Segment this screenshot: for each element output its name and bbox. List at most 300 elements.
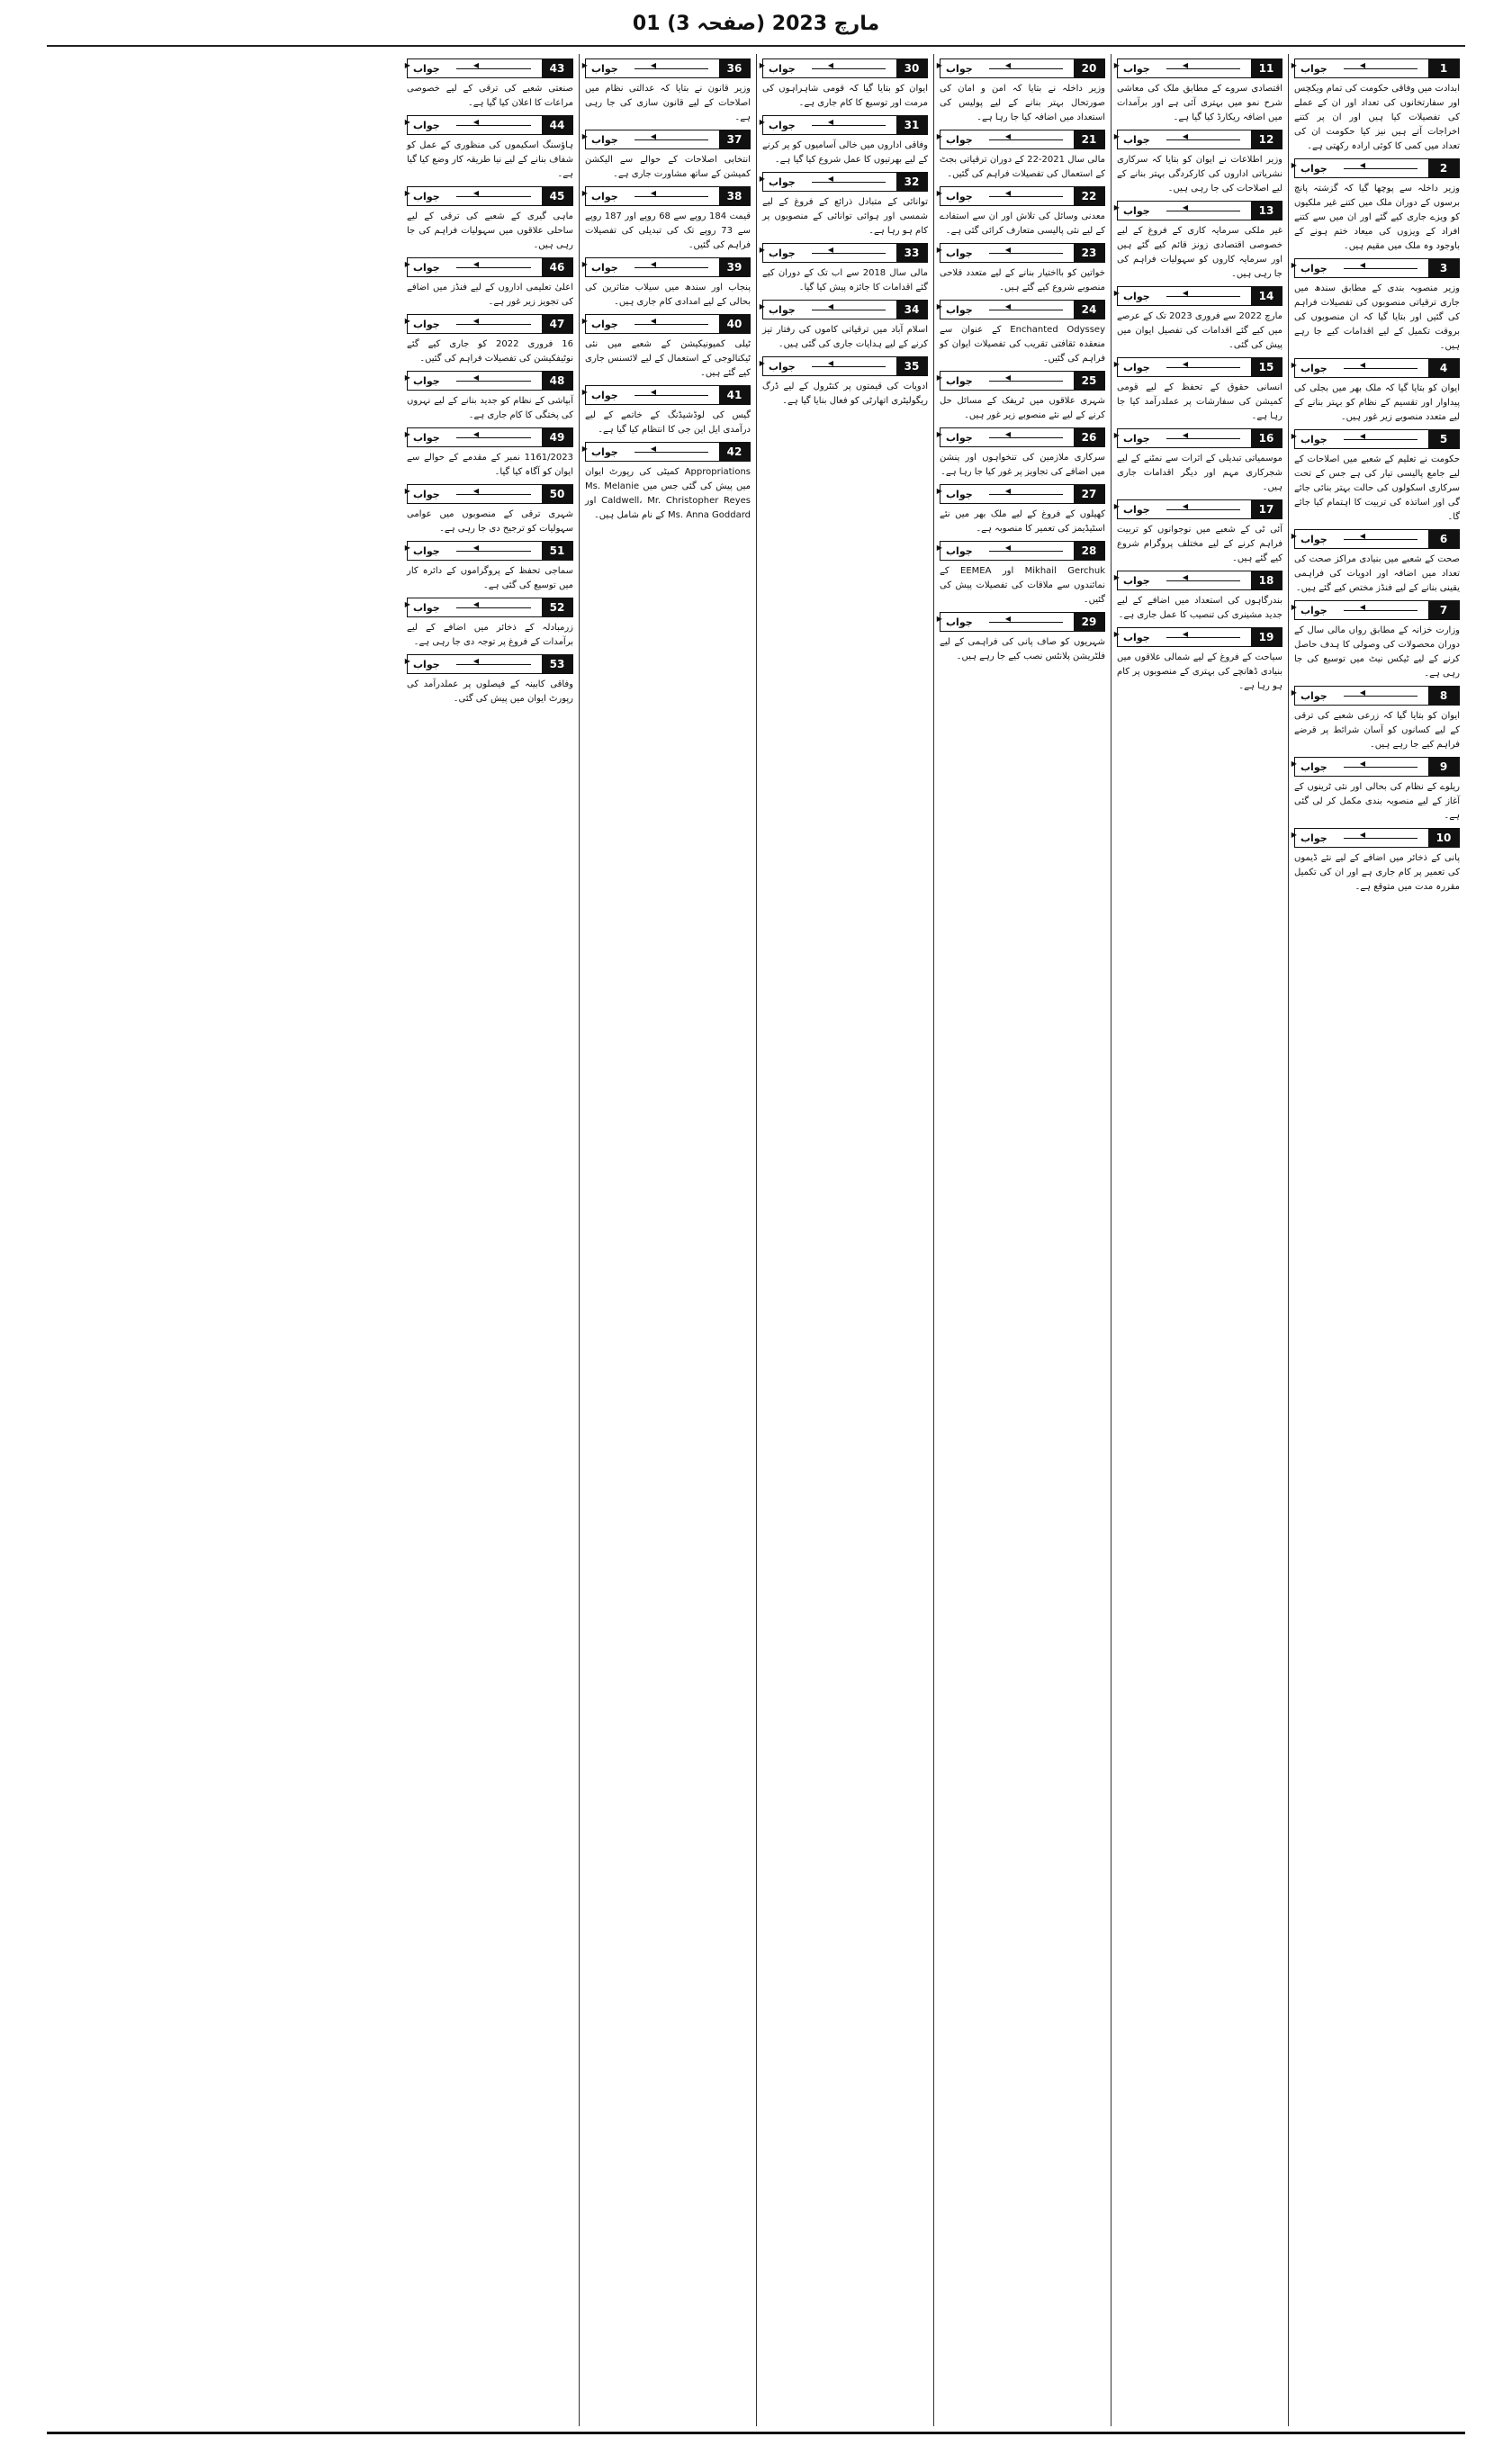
paragraph: سیاحت کے فروغ کے لیے شمالی علاقوں میں بنیادی ڈھانچے کی بہتری کے منصوبوں پر کام ہو رہا ہے۔ <box>1117 652 1282 691</box>
question-number: 31 <box>896 116 927 134</box>
answer-label: جواب <box>413 318 440 330</box>
double-arrow-icon <box>1156 429 1251 447</box>
question-header <box>940 484 1105 504</box>
question-header <box>940 243 1105 263</box>
question-header <box>762 243 928 263</box>
question-header <box>1294 686 1460 706</box>
question-text <box>585 82 751 125</box>
paragraph: وفاقی کابینہ کے فیصلوں پر عملدرآمد کی رپورٹ ایوان میں پیش کی گئی۔ <box>407 679 573 704</box>
question-header <box>407 58 573 78</box>
double-arrow-icon <box>1156 202 1251 220</box>
paragraph: انتخابی اصلاحات کے حوالے سے الیکشن کمیشن کے ساتھ مشاورت جاری ہے۔ <box>585 155 751 179</box>
text-column <box>579 54 756 2426</box>
question-text <box>1294 709 1460 752</box>
question-header <box>1294 258 1460 278</box>
answer-label: جواب <box>946 616 973 628</box>
question-text <box>940 153 1105 182</box>
question-number: 8 <box>1428 687 1459 705</box>
question-number: 2 <box>1428 159 1459 177</box>
double-arrow-icon <box>801 244 896 262</box>
paragraph: کھیلوں کے فروغ کے لیے ملک بھر میں نئے اسٹیڈیمز کی تعمیر کا منصوبہ ہے۔ <box>940 509 1105 534</box>
question-text <box>1294 851 1460 895</box>
double-arrow-icon <box>446 485 542 503</box>
paragraph: موسمیاتی تبدیلی کے اثرات سے نمٹنے کے لیے شجرکاری مہم اور دیگر اقدامات جاری ہیں۔ <box>1117 454 1282 492</box>
paragraph: Appropriations کمیٹی کی رپورٹ ایوان میں پیش کی گئی جس میں Ms. Melanie Caldwell، Mr. Christopher Reyes اور Ms. Anna Goddard کے نام شامل ہیں۔ <box>585 467 751 520</box>
question-header <box>940 130 1105 149</box>
paragraph: معدنی وسائل کی تلاش اور ان سے استفادے کے لیے نئی پالیسی متعارف کرائی گئی ہے۔ <box>940 211 1105 236</box>
question-header <box>407 654 573 674</box>
question-header <box>1294 429 1460 449</box>
paragraph: صنعتی شعبے کی ترقی کے لیے خصوصی مراعات کا اعلان کیا گیا ہے۔ <box>407 84 573 108</box>
answer-label: جواب <box>1300 689 1328 702</box>
question-header <box>940 300 1105 319</box>
question-number: 38 <box>719 187 750 205</box>
answer-label: جواب <box>769 360 796 373</box>
double-arrow-icon <box>446 116 542 134</box>
paragraph: مارچ 2022 سے فروری 2023 تک کے عرصے میں کیے گئے اقدامات کی تفصیل ایوان میں پیش کی گئی۔ <box>1117 311 1282 350</box>
question-header <box>407 257 573 277</box>
double-arrow-icon <box>1333 259 1428 277</box>
question-number: 42 <box>719 443 750 461</box>
double-arrow-icon <box>978 130 1074 148</box>
paragraph: ماہی گیری کے شعبے کی ترقی کے لیے ساحلی علاقوں میں سہولیات فراہم کی جا رہی ہیں۔ <box>407 211 573 250</box>
question-header <box>585 58 751 78</box>
question-number: 26 <box>1074 428 1104 446</box>
question-header <box>1117 286 1282 306</box>
answer-label: جواب <box>769 119 796 131</box>
question-text <box>1294 624 1460 681</box>
question-header <box>407 541 573 561</box>
question-header <box>1117 571 1282 590</box>
paragraph: غیر ملکی سرمایہ کاری کے فروغ کے لیے خصوصی اقتصادی زونز قائم کیے گئے ہیں اور سرمایہ کاروں کو سہولیات فراہم کی جا رہی ہیں۔ <box>1117 226 1282 279</box>
paragraph: اعلیٰ تعلیمی اداروں کے لیے فنڈز میں اضافے کی تجویز زیر غور ہے۔ <box>407 283 573 307</box>
question-header <box>585 186 751 206</box>
double-arrow-icon <box>624 386 719 404</box>
double-arrow-icon <box>978 613 1074 631</box>
question-text <box>407 508 573 536</box>
question-number: 7 <box>1428 601 1459 619</box>
question-text <box>940 210 1105 238</box>
paragraph: وزیر داخلہ سے پوچھا گیا کہ گزشتہ پانچ برسوں کے دوران ملک میں کتنے غیر ملکیوں کو ویزے جاری کیے گئے اور ان میں سے کتنے افراد کے ویزوں کی میعاد ختم ہونے کے باوجود وہ ملک میں مقیم ہیں۔ <box>1294 184 1460 251</box>
question-header <box>1294 358 1460 378</box>
question-text <box>1117 310 1282 353</box>
question-text <box>762 139 928 167</box>
answer-label: جواب <box>1123 361 1150 373</box>
question-text <box>940 266 1105 295</box>
page-date: 01 مارچ 2023 (صفحہ 3) <box>632 13 880 35</box>
double-arrow-icon <box>978 59 1074 77</box>
answer-label: جواب <box>769 303 796 316</box>
double-arrow-icon <box>801 116 896 134</box>
question-text <box>940 635 1105 664</box>
paragraph: توانائی کے متبادل ذرائع کے فروغ کے لیے شمسی اور ہوائی توانائی کے منصوبوں پر کام ہو رہا ہے۔ <box>762 197 928 236</box>
answer-label: جواب <box>413 658 440 670</box>
double-arrow-icon <box>801 357 896 375</box>
double-arrow-icon <box>1156 571 1251 589</box>
paragraph: ابدادت میں وفاقی حکومت کی تمام ویکچس اور سفارتخانوں کی تعداد اور ان کے عملے کی تفصیلات کیا ہیں اور ان پر کتنے اخراجات آتے ہیں نیز کیا حکومت ان کی تعداد میں کمی کا کوئی ارادہ رکھتی ہے۔ <box>1294 84 1460 151</box>
answer-label: جواب <box>1123 204 1150 217</box>
question-number: 36 <box>719 59 750 77</box>
question-text <box>1117 594 1282 623</box>
double-arrow-icon <box>624 187 719 205</box>
double-arrow-icon <box>1156 358 1251 376</box>
answer-label: جواب <box>413 119 440 131</box>
double-arrow-icon <box>801 173 896 191</box>
question-text <box>1117 381 1282 424</box>
double-arrow-icon <box>1333 829 1428 847</box>
double-arrow-icon <box>446 372 542 390</box>
answer-label: جواب <box>769 175 796 188</box>
question-number: 43 <box>542 59 572 77</box>
double-arrow-icon <box>446 428 542 446</box>
question-header <box>585 130 751 149</box>
question-text <box>1294 453 1460 525</box>
paragraph: وزیر منصوبہ بندی کے مطابق سندھ میں جاری ترقیاتی منصوبوں کی تفصیلات فراہم کی گئیں اور بتایا گیا کہ ان منصوبوں کی بروقت تکمیل کے لیے اقدامات کیے جا رہے ہیں۔ <box>1294 283 1460 351</box>
question-header <box>940 371 1105 391</box>
question-number: 47 <box>542 315 572 333</box>
paragraph: گیس کی لوڈشیڈنگ کے خاتمے کے لیے درآمدی ایل این جی کا انتظام کیا گیا ہے۔ <box>585 410 751 435</box>
question-text <box>1117 82 1282 125</box>
answer-label: جواب <box>1123 432 1150 445</box>
double-arrow-icon <box>446 258 542 276</box>
question-number: 15 <box>1251 358 1282 376</box>
answer-label: جواب <box>1123 133 1150 146</box>
paragraph: مالی سال 2021-22 کے دوران ترقیاتی بجٹ کے استعمال کی تفصیلات فراہم کی گئیں۔ <box>940 155 1105 179</box>
question-number: 1 <box>1428 59 1459 77</box>
question-number: 53 <box>542 655 572 673</box>
answer-label: جواب <box>591 190 618 202</box>
question-text <box>407 82 573 111</box>
question-text <box>1294 553 1460 596</box>
question-header <box>762 300 928 319</box>
question-header <box>940 612 1105 632</box>
question-header <box>407 115 573 135</box>
question-number: 17 <box>1251 500 1282 518</box>
double-arrow-icon <box>1333 159 1428 177</box>
paragraph: آئی ٹی کے شعبے میں نوجوانوں کو تربیت فراہم کرنے کے لیے مختلف پروگرام شروع کیے گئے ہیں۔ <box>1117 525 1282 563</box>
question-number: 24 <box>1074 301 1104 319</box>
question-number: 35 <box>896 357 927 375</box>
double-arrow-icon <box>1333 601 1428 619</box>
question-number: 40 <box>719 315 750 333</box>
double-arrow-icon <box>446 315 542 333</box>
double-arrow-icon <box>978 428 1074 446</box>
question-number: 25 <box>1074 372 1104 390</box>
question-header <box>1294 58 1460 78</box>
double-arrow-icon <box>1333 59 1428 77</box>
question-number: 27 <box>1074 485 1104 503</box>
double-arrow-icon <box>446 187 542 205</box>
question-number: 49 <box>542 428 572 446</box>
double-arrow-icon <box>624 315 719 333</box>
question-header <box>1294 757 1460 777</box>
paragraph: وفاقی اداروں میں خالی آسامیوں کو پر کرنے کے لیے بھرتیوں کا عمل شروع کیا گیا ہے۔ <box>762 140 928 165</box>
question-text <box>762 82 928 111</box>
answer-label: جواب <box>1300 262 1328 274</box>
paragraph: ایوان کو بتایا گیا کہ ملک بھر میں بجلی کی پیداوار اور تقسیم کے نظام کو بہتر بنانے کے لیے متعدد منصوبے زیر غور ہیں۔ <box>1294 383 1460 422</box>
double-arrow-icon <box>978 485 1074 503</box>
paragraph: شہری علاقوں میں ٹریفک کے مسائل حل کرنے کے لیے نئے منصوبے زیر غور ہیں۔ <box>940 396 1105 420</box>
answer-label: جواب <box>413 488 440 500</box>
question-number: 14 <box>1251 287 1282 305</box>
question-text <box>940 394 1105 423</box>
paragraph: وزیر قانون نے بتایا کہ عدالتی نظام میں اصلاحات کے لیے قانون سازی کی جا رہی ہے۔ <box>585 84 751 122</box>
question-header <box>1117 627 1282 647</box>
answer-label: جواب <box>413 544 440 557</box>
question-header <box>1117 499 1282 519</box>
answer-label: جواب <box>946 247 973 259</box>
double-arrow-icon <box>1333 530 1428 548</box>
answer-label: جواب <box>946 488 973 500</box>
question-header <box>407 598 573 617</box>
columns-container <box>47 54 1465 2426</box>
question-text <box>407 337 573 366</box>
paragraph: پانی کے ذخائر میں اضافے کے لیے نئے ڈیموں کی تعمیر پر کام جاری ہے اور ان کی تکمیل مقررہ مدت میں متوقع ہے۔ <box>1294 853 1460 892</box>
double-arrow-icon <box>1333 430 1428 448</box>
question-text <box>1117 224 1282 282</box>
paragraph: قیمت 184 روپے سے 68 روپے اور 187 روپے سے 73 روپے تک کی تبدیلی کی تفصیلات فراہم کی گئیں۔ <box>585 211 752 250</box>
paragraph: خواتین کو بااختیار بنانے کے لیے متعدد فلاحی منصوبے شروع کیے گئے ہیں۔ <box>940 268 1105 292</box>
answer-label: جواب <box>1300 604 1328 616</box>
question-text <box>940 323 1105 366</box>
question-text <box>1294 780 1460 823</box>
answer-label: جواب <box>946 544 973 557</box>
answer-label: جواب <box>946 303 973 316</box>
question-number: 52 <box>542 598 572 616</box>
question-number: 12 <box>1251 130 1282 148</box>
question-number: 6 <box>1428 530 1459 548</box>
paragraph: بندرگاہوں کی استعداد میں اضافے کے لیے جدید مشینری کی تنصیب کا عمل جاری ہے۔ <box>1117 596 1282 620</box>
question-text <box>585 337 751 381</box>
question-text <box>407 621 573 650</box>
question-text <box>1117 523 1282 566</box>
header-rule <box>47 45 1465 47</box>
double-arrow-icon <box>446 542 542 560</box>
question-header <box>1117 58 1282 78</box>
question-text <box>407 451 573 480</box>
question-number: 18 <box>1251 571 1282 589</box>
text-column <box>1111 54 1288 2426</box>
question-header <box>1117 130 1282 149</box>
question-text <box>1294 282 1460 354</box>
answer-label: جواب <box>946 62 973 75</box>
answer-label: جواب <box>591 133 618 146</box>
question-text <box>1294 82 1460 154</box>
paragraph: ٹیلی کمیونیکیشن کے شعبے میں نئی ٹیکنالوجی کے استعمال کے لیے لائسنس جاری کیے گئے ہیں۔ <box>585 339 751 378</box>
question-number: 44 <box>542 116 572 134</box>
question-text <box>1294 382 1460 425</box>
paragraph: وزیر داخلہ نے بتایا کہ امن و امان کی صورتحال بہتر بنانے کے لیے پولیس کی استعداد میں اضافہ کیا جا رہا ہے۔ <box>940 84 1105 122</box>
question-number: 37 <box>719 130 750 148</box>
question-text <box>585 210 751 253</box>
question-text <box>1117 452 1282 495</box>
question-text <box>940 508 1105 536</box>
paragraph: ہاؤسنگ اسکیموں کی منظوری کے عمل کو شفاف بنانے کے لیے نیا طریقہ کار وضع کیا گیا ہے۔ <box>407 140 573 179</box>
paragraph: Mikhail Gerchuk اور EEMEA کے نمائندوں سے ملاقات کی تفصیلات پیش کی گئیں۔ <box>940 566 1105 605</box>
question-text <box>762 380 928 409</box>
question-text <box>407 210 573 253</box>
question-text <box>1294 182 1460 254</box>
question-number: 3 <box>1428 259 1459 277</box>
double-arrow-icon <box>446 655 542 673</box>
paragraph: پنجاب اور سندھ میں سیلاب متاثرین کی بحالی کے لیے امدادی کام جاری ہیں۔ <box>585 283 751 307</box>
question-number: 34 <box>896 301 927 319</box>
paragraph: سماجی تحفظ کے پروگراموں کے دائرہ کار میں توسیع کی گئی ہے۔ <box>407 566 573 590</box>
answer-label: جواب <box>1123 574 1150 587</box>
question-number: 20 <box>1074 59 1104 77</box>
question-text <box>585 153 751 182</box>
question-number: 10 <box>1428 829 1459 847</box>
question-text <box>585 465 751 523</box>
answer-label: جواب <box>591 318 618 330</box>
question-header <box>940 427 1105 447</box>
question-text <box>940 82 1105 125</box>
text-column <box>756 54 933 2426</box>
question-number: 45 <box>542 187 572 205</box>
text-column <box>933 54 1111 2426</box>
answer-label: جواب <box>946 190 973 202</box>
answer-label: جواب <box>946 133 973 146</box>
question-header <box>762 356 928 376</box>
page-header <box>0 0 1512 52</box>
question-number: 30 <box>896 59 927 77</box>
question-number: 41 <box>719 386 750 404</box>
question-number: 51 <box>542 542 572 560</box>
question-number: 11 <box>1251 59 1282 77</box>
question-header <box>1117 201 1282 220</box>
question-number: 9 <box>1428 758 1459 776</box>
answer-label: جواب <box>1123 62 1150 75</box>
question-header <box>585 257 751 277</box>
double-arrow-icon <box>801 59 896 77</box>
paragraph: ریلوے کے نظام کی بحالی اور نئی ٹرینوں کے آغاز کے لیے منصوبہ بندی مکمل کر لی گئی ہے۔ <box>1294 782 1460 821</box>
answer-label: جواب <box>1123 290 1150 302</box>
double-arrow-icon <box>1333 758 1428 776</box>
question-header <box>407 427 573 447</box>
answer-label: جواب <box>591 62 618 75</box>
question-number: 39 <box>719 258 750 276</box>
paragraph: وزارت خزانہ کے مطابق رواں مالی سال کے دوران محصولات کی وصولی کا ہدف حاصل کرنے کے لیے ٹیکس نیٹ میں توسیع کی جا رہی ہے۔ <box>1294 625 1460 679</box>
paragraph: مالی سال 2018 سے اب تک کے دوران کیے گئے اقدامات کا جائزہ پیش کیا گیا۔ <box>762 268 928 292</box>
paragraph: ایوان کو بتایا گیا کہ زرعی شعبے کی ترقی کے لیے کسانوں کو آسان شرائط پر قرضے فراہم کیے جا رہے ہیں۔ <box>1294 711 1460 750</box>
double-arrow-icon <box>978 187 1074 205</box>
question-header <box>585 314 751 334</box>
question-header <box>762 172 928 192</box>
question-header <box>407 314 573 334</box>
double-arrow-icon <box>1156 628 1251 646</box>
question-header <box>940 541 1105 561</box>
question-number: 4 <box>1428 359 1459 377</box>
paragraph: اسلام آباد میں ترقیاتی کاموں کی رفتار تیز کرنے کے لیے ہدایات جاری کی گئی ہیں۔ <box>762 325 928 349</box>
question-header <box>1294 529 1460 549</box>
answer-label: جواب <box>413 62 440 75</box>
question-header <box>585 385 751 405</box>
answer-label: جواب <box>591 445 618 458</box>
double-arrow-icon <box>624 59 719 77</box>
text-column <box>401 54 579 2426</box>
answer-label: جواب <box>1123 631 1150 643</box>
question-header <box>1294 828 1460 848</box>
question-text <box>1117 153 1282 196</box>
question-header <box>407 186 573 206</box>
paragraph: اقتصادی سروے کے مطابق ملک کی معاشی شرح نمو میں بہتری آئی ہے اور برآمدات میں اضافہ ریکارڈ کیا گیا ہے۔ <box>1117 84 1282 122</box>
question-number: 33 <box>896 244 927 262</box>
question-number: 19 <box>1251 628 1282 646</box>
question-text <box>407 678 573 706</box>
answer-label: جواب <box>413 374 440 387</box>
double-arrow-icon <box>978 301 1074 319</box>
question-text <box>585 281 751 310</box>
double-arrow-icon <box>1156 500 1251 518</box>
answer-label: جواب <box>1300 533 1328 545</box>
paragraph: آبپاشی کے نظام کو جدید بنانے کے لیے نہروں کی پختگی کا کام جاری ہے۔ <box>407 396 573 420</box>
question-number: 32 <box>896 173 927 191</box>
question-text <box>407 394 573 423</box>
question-number: 28 <box>1074 542 1104 560</box>
question-header <box>585 442 751 462</box>
question-text <box>762 195 928 238</box>
paragraph: انسانی حقوق کے تحفظ کے لیے قومی کمیشن کی سفارشات پر عملدرآمد کیا جا رہا ہے۔ <box>1117 382 1282 421</box>
paragraph: سرکاری ملازمین کی تنخواہوں اور پنشن میں اضافے کی تجاویز پر غور کیا جا رہا ہے۔ <box>940 453 1105 477</box>
question-number: 16 <box>1251 429 1282 447</box>
question-text <box>407 139 573 182</box>
question-text <box>407 281 573 310</box>
paragraph: حکومت نے تعلیم کے شعبے میں اصلاحات کے لیے جامع پالیسی تیار کی ہے جس کے تحت سرکاری اسکولوں کی حالت بہتر بنائی جائے گی اور اساتذہ کی تربیت کا اہتمام کیا جائے گا۔ <box>1294 454 1460 522</box>
answer-label: جواب <box>769 62 796 75</box>
answer-label: جواب <box>591 261 618 274</box>
double-arrow-icon <box>978 542 1074 560</box>
question-text <box>940 564 1105 607</box>
paragraph: شہری ترقی کے منصوبوں میں عوامی سہولیات کو ترجیح دی جا رہی ہے۔ <box>407 509 573 534</box>
question-header <box>762 58 928 78</box>
question-text <box>940 451 1105 480</box>
question-number: 22 <box>1074 187 1104 205</box>
paragraph: 1161/2023 نمبر کے مقدمے کے حوالے سے ایوان کو آگاہ کیا گیا۔ <box>407 453 573 477</box>
question-number: 23 <box>1074 244 1104 262</box>
paragraph: Enchanted Odyssey کے عنوان سے منعقدہ ثقافتی تقریب کی تفصیلات ایوان کو فراہم کی گئیں۔ <box>940 325 1106 364</box>
double-arrow-icon <box>446 59 542 77</box>
question-number: 46 <box>542 258 572 276</box>
answer-label: جواب <box>769 247 796 259</box>
answer-label: جواب <box>413 601 440 614</box>
answer-label: جواب <box>591 389 618 401</box>
question-number: 50 <box>542 485 572 503</box>
question-header <box>1294 600 1460 620</box>
answer-label: جواب <box>413 190 440 202</box>
answer-label: جواب <box>1300 62 1328 75</box>
question-header <box>940 186 1105 206</box>
question-text <box>407 564 573 593</box>
question-header <box>407 371 573 391</box>
double-arrow-icon <box>1156 130 1251 148</box>
question-number: 48 <box>542 372 572 390</box>
question-header <box>1294 158 1460 178</box>
question-text <box>1117 651 1282 694</box>
question-number: 21 <box>1074 130 1104 148</box>
paragraph: زرمبادلہ کے ذخائر میں اضافے کے لیے برآمدات کے فروغ پر توجہ دی جا رہی ہے۔ <box>407 623 573 647</box>
question-header <box>762 115 928 135</box>
answer-label: جواب <box>1300 832 1328 844</box>
answer-label: جواب <box>946 374 973 387</box>
answer-label: جواب <box>413 261 440 274</box>
paragraph: 16 فروری 2022 کو جاری کیے گئے نوٹیفکیشن کی تفصیلات فراہم کی گئیں۔ <box>407 339 573 364</box>
answer-label: جواب <box>1300 162 1328 175</box>
footer-rule <box>47 2432 1465 2434</box>
answer-label: جواب <box>413 431 440 444</box>
double-arrow-icon <box>1156 59 1251 77</box>
double-arrow-icon <box>1156 287 1251 305</box>
question-header <box>1117 428 1282 448</box>
